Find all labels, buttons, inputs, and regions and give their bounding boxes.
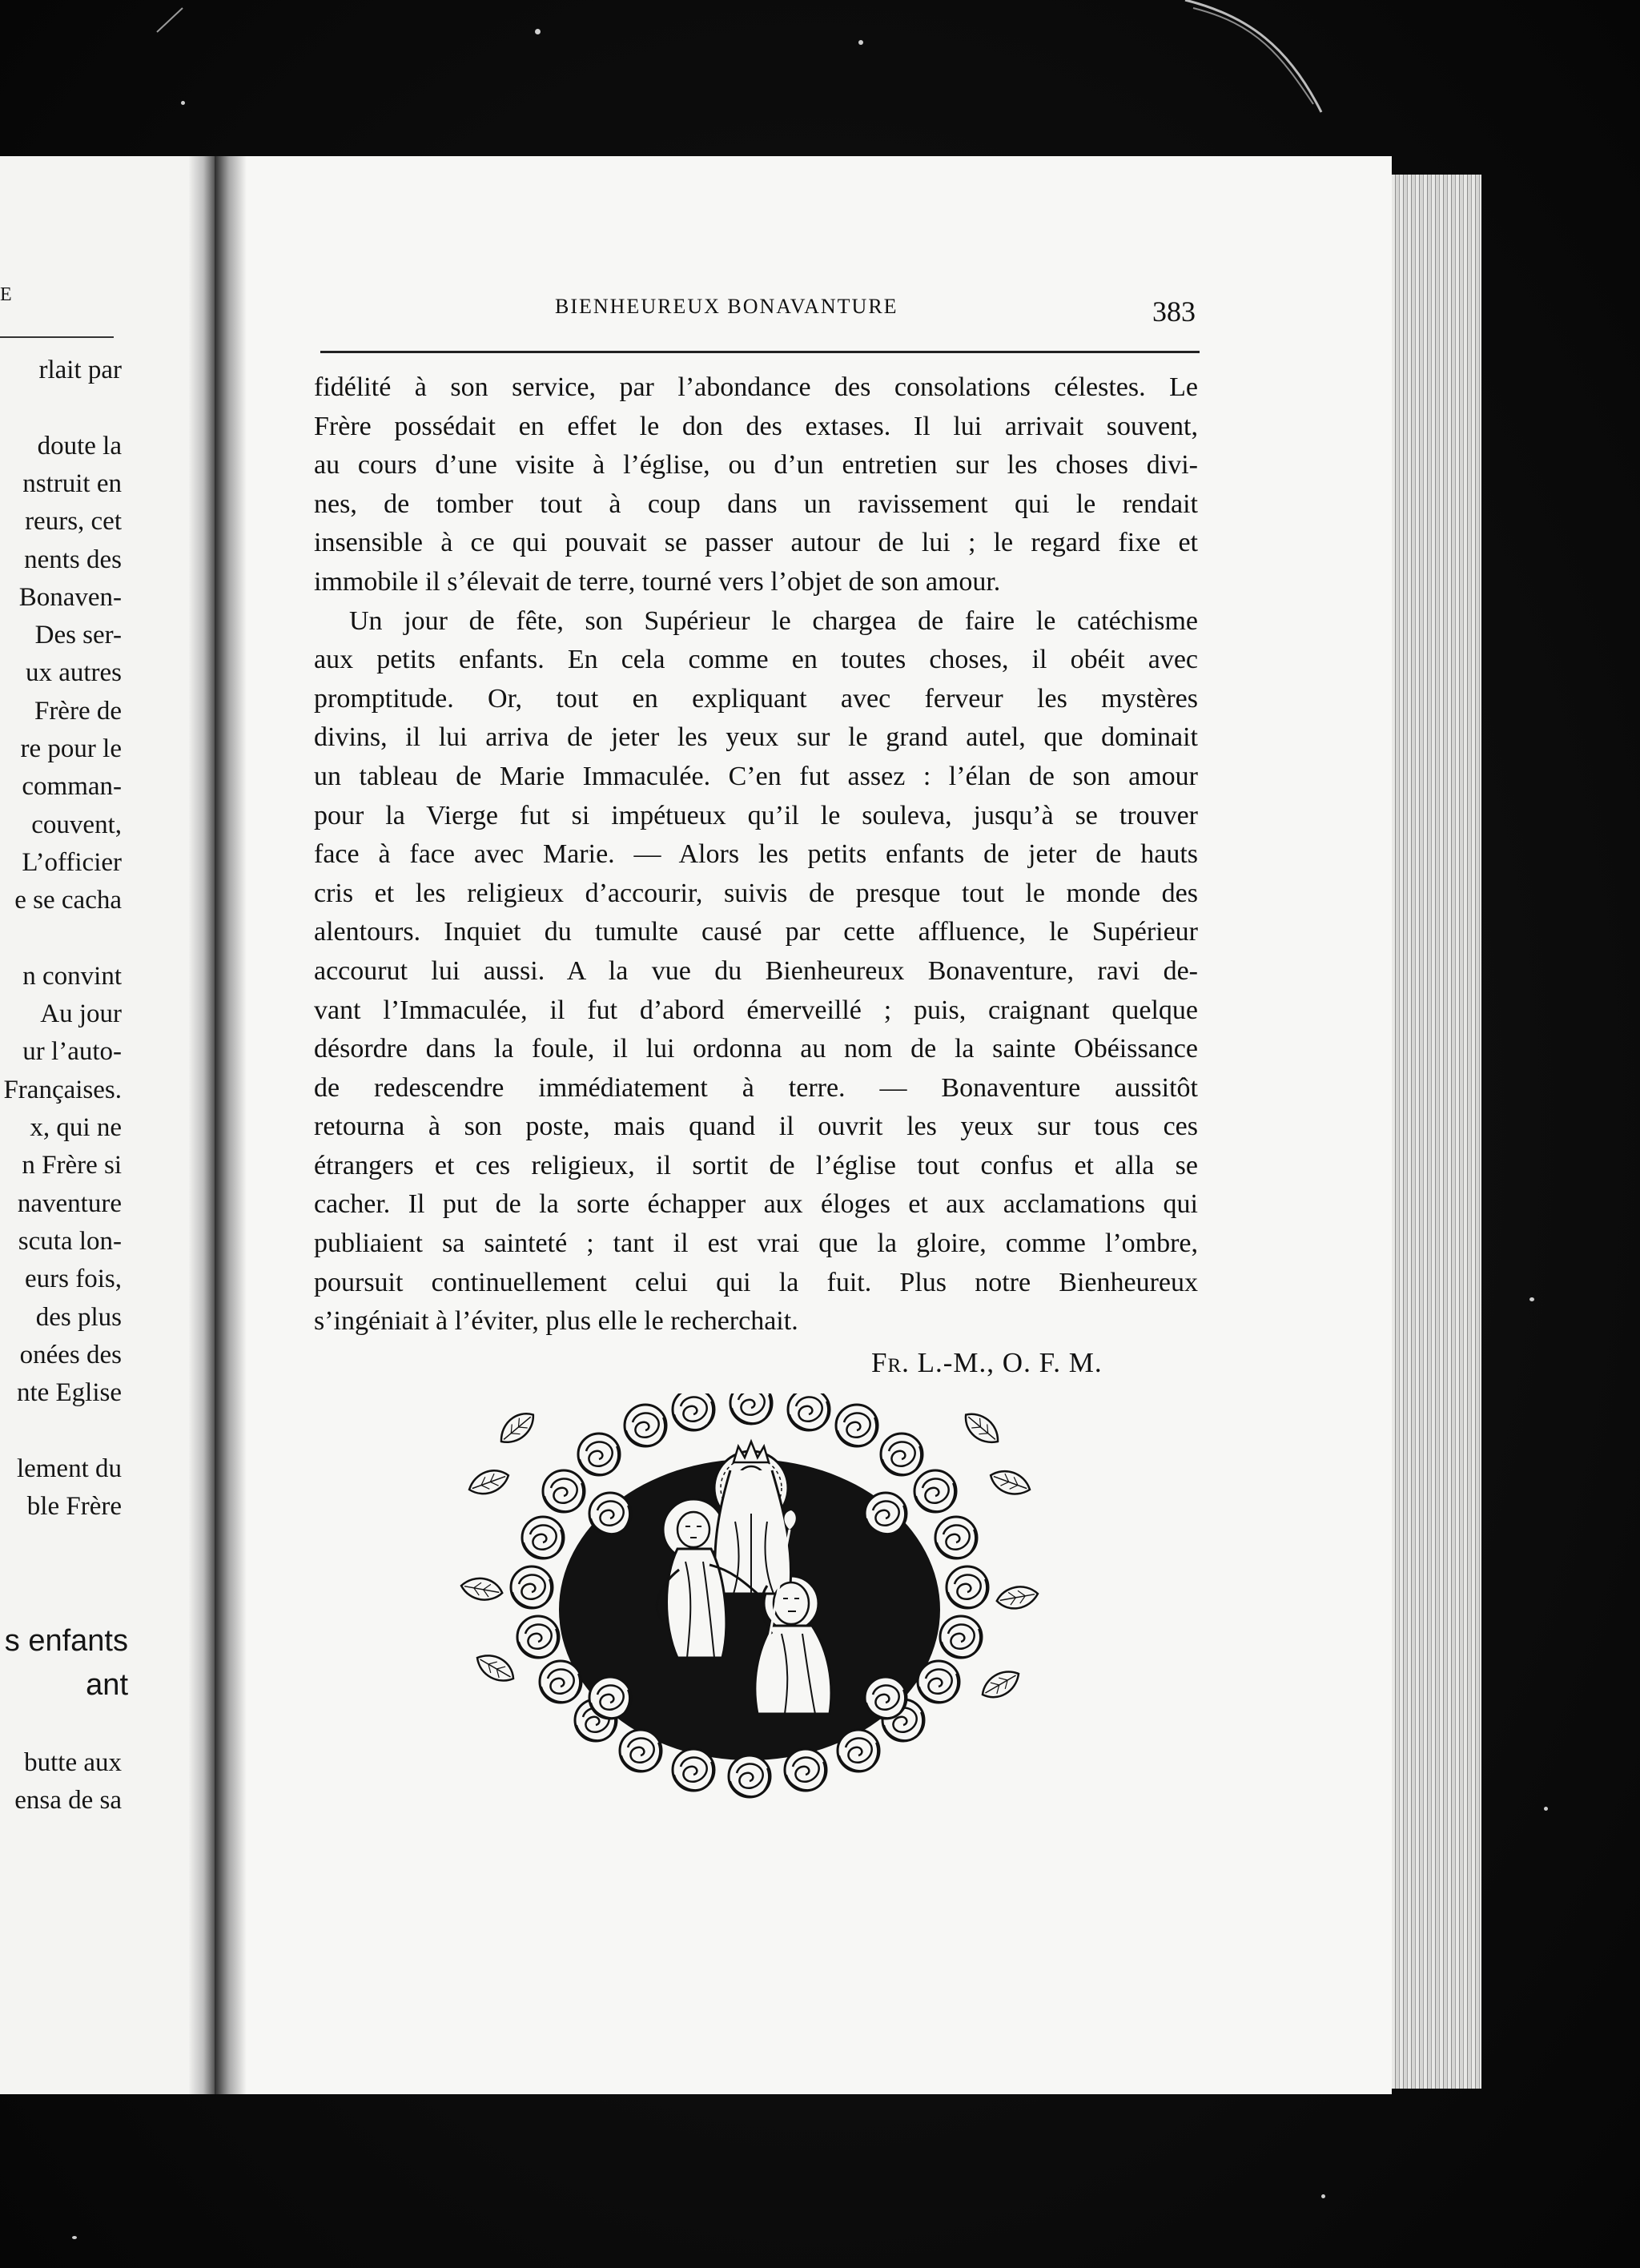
body-text <box>314 368 1198 1341</box>
body-text-line: étrangers et ces religieux, il sortit de l’église tout confus et alla se <box>314 1150 1198 1180</box>
left-text-line: doute la <box>37 431 122 460</box>
body-text-line: Frère possédait en effet le don des extases. Il lui arrivait souvent, <box>314 411 1198 441</box>
left-heading-line: ant <box>86 1668 128 1702</box>
body-text-line: poursuit continuellement celui qui la fuit. Plus notre Bienheureux <box>314 1267 1198 1297</box>
body-text-line: Un jour de fête, son Supérieur le chargea de faire le catéchisme <box>349 605 1198 636</box>
body-text-line: s’ingéniait à l’éviter, plus elle le recherchait. <box>314 1306 798 1337</box>
body-text-line: un tableau de Marie Immaculée. C’en fut assez : l’élan de son amour <box>314 761 1198 791</box>
body-text-line: nes, de tomber tout à coup dans un ravissement qui le rendait <box>314 489 1198 519</box>
body-text-line: fidélité à son service, par l’abondance des consolations célestes. Le <box>314 372 1198 402</box>
left-header-rule <box>0 336 114 338</box>
body-text-line: promptitude. Or, tout en expliquant avec ferveur les mystères <box>314 683 1198 714</box>
body-text-line: pour la Vierge fut si impétueux qu’il le souleva, jusqu’à se trouver <box>314 800 1198 830</box>
body-text-line: alentours. Inquiet du tumulte causé par cette affluence, le Supérieur <box>314 917 1198 947</box>
body-text-line: de redescendre immédiatement à terre. — Bonaventure aussitôt <box>314 1072 1198 1103</box>
body-text-line: cris et les religieux d’accourir, suivis de presque tout le monde des <box>314 878 1198 908</box>
left-page <box>0 156 199 2094</box>
left-text-line: butte aux <box>24 1748 122 1777</box>
left-text-line: ble Frère <box>26 1492 122 1521</box>
running-head: BIENHEUREUX BONAVANTURE <box>555 295 898 318</box>
left-text-line: ensa de sa <box>14 1786 122 1815</box>
left-text-line: nte Eglise <box>16 1378 122 1408</box>
left-text-line: ur l’auto- <box>22 1037 122 1067</box>
madonna-roses-engraving <box>453 1393 1046 1826</box>
left-text-line: naventure <box>17 1188 122 1218</box>
left-text-line: n convint <box>22 961 122 991</box>
right-page-gutter-shade <box>215 156 247 2094</box>
left-text-line: nstruit en <box>22 468 122 498</box>
left-text-line: Bonaven- <box>18 582 122 612</box>
body-text-line: vant l’Immaculée, il fut d’abord émerveillé ; puis, craignant quelque <box>314 995 1198 1025</box>
body-text-line: face à face avec Marie. — Alors les petits enfants de jeter de hauts <box>314 839 1198 870</box>
left-text-line: re pour le <box>20 734 122 763</box>
left-text-line: n Frère si <box>22 1151 122 1180</box>
left-text-line: Françaises. <box>3 1075 122 1104</box>
body-text-line: retourna à son poste, mais quand il ouvrit les yeux sur tous ces <box>314 1112 1198 1142</box>
left-text-line: e se cacha <box>14 886 122 915</box>
left-text-line: Au jour <box>40 999 122 1029</box>
left-text-line: des plus <box>35 1302 122 1332</box>
left-text-line: rlait par <box>38 356 122 384</box>
body-text-line: insensible à ce qui pouvait se passer autour de lui ; le regard fixe et <box>314 528 1198 558</box>
page-number: 383 <box>1152 296 1196 328</box>
left-text-line: lement du <box>16 1454 122 1483</box>
left-text-line: Des ser- <box>34 621 122 650</box>
body-text-line: immobile il s’élevait de terre, tourné vers l’objet de son amour. <box>314 566 1001 597</box>
left-text-line: Frère de <box>34 696 122 726</box>
left-text-line: couvent, <box>31 810 122 839</box>
body-text-line: au cours d’une visite à l’église, ou d’un entretien sur les choses divi- <box>314 450 1198 481</box>
body-text-line: divins, il lui arriva de jeter les yeux sur le grand autel, que dominait <box>314 722 1198 753</box>
body-text-line: désordre dans la foule, il lui ordonna au nom de la sainte Obéissance <box>314 1034 1198 1064</box>
body-text-line: aux petits enfants. En cela comme en toutes choses, il obéit avec <box>314 645 1198 675</box>
header-rule <box>320 351 1200 353</box>
left-text-line: onées des <box>19 1340 122 1369</box>
left-text-line: eurs fois, <box>25 1265 122 1294</box>
left-text-line: nents des <box>24 545 122 574</box>
page-block-edges <box>1392 175 1481 2089</box>
body-text-line: publiaient sa sainteté ; tant il est vrai que la gloire, comme l’ombre, <box>314 1228 1198 1259</box>
body-text-line: accourut lui aussi. A la vue du Bienheureux Bonaventure, ravi de- <box>314 955 1198 986</box>
left-text-line: scuta lon- <box>18 1226 122 1256</box>
signature-text: Fr. L.-M., O. F. M. <box>871 1347 1103 1378</box>
author-signature <box>871 1347 1103 1379</box>
left-text-line: x, qui ne <box>30 1113 122 1142</box>
left-heading-line: s enfants <box>4 1624 128 1658</box>
body-text-line: cacher. Il put de la sorte échapper aux éloges et aux acclamations qui <box>314 1189 1198 1220</box>
left-text-line: L’officier <box>22 847 122 877</box>
left-text-line: ux autres <box>25 658 122 688</box>
left-text-line: comman- <box>22 772 122 802</box>
left-text-line: reurs, cet <box>25 507 122 537</box>
left-running-head-fragment: E <box>0 284 14 305</box>
